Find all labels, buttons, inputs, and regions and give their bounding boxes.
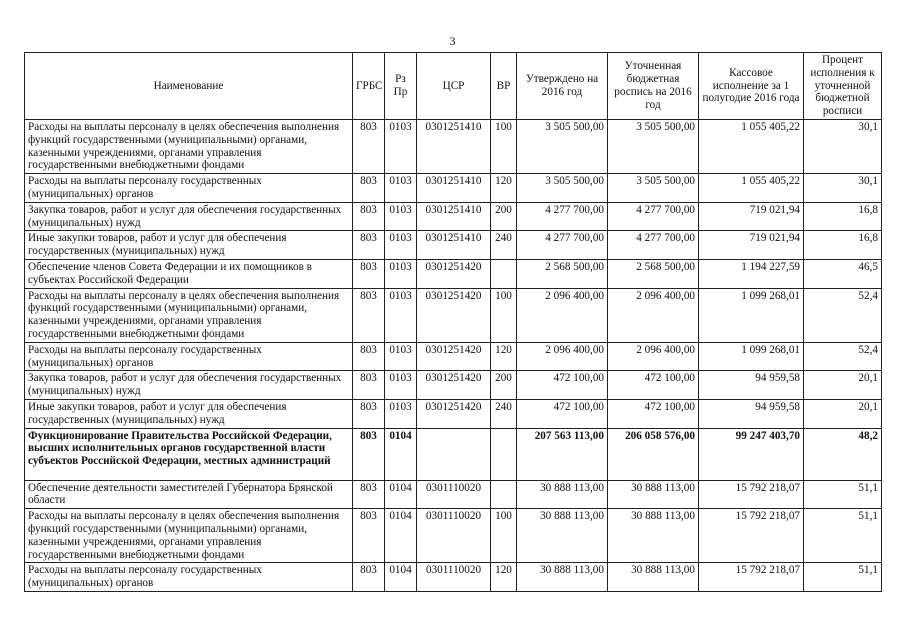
cell-vr — [491, 428, 517, 480]
cell-refined: 30 888 113,00 — [608, 509, 699, 563]
header-vr: ВР — [491, 53, 517, 120]
cell-grbs: 803 — [353, 288, 385, 342]
cell-approved: 3 505 500,00 — [517, 119, 608, 173]
cell-percent: 20,1 — [804, 399, 882, 428]
cell-grbs: 803 — [353, 428, 385, 480]
table-row — [25, 428, 882, 480]
cell-csr: 0301110020 — [417, 509, 491, 563]
table-row — [25, 509, 882, 563]
cell-percent: 16,8 — [804, 231, 882, 260]
cell-cash: 94 959,58 — [699, 371, 804, 400]
table-row — [25, 371, 882, 400]
budget-table — [24, 52, 882, 592]
cell-refined: 30 888 113,00 — [608, 480, 699, 509]
cell-percent: 51,1 — [804, 563, 882, 592]
cell-grbs: 803 — [353, 509, 385, 563]
cell-vr: 100 — [491, 509, 517, 563]
cell-csr: 0301251420 — [417, 288, 491, 342]
table-row — [25, 231, 882, 260]
cell-vr: 120 — [491, 174, 517, 203]
cell-csr: 0301251410 — [417, 119, 491, 173]
cell-cash: 1 055 405,22 — [699, 174, 804, 203]
cell-grbs: 803 — [353, 399, 385, 428]
cell-vr: 100 — [491, 288, 517, 342]
cell-grbs: 803 — [353, 259, 385, 288]
cell-name: Расходы на выплаты персоналу в целях обеспечения выполнения функций государственными (муниципальными) органами, казенными учреждениями, органами управления государственными внебюджетными фондами — [25, 288, 353, 342]
cell-percent: 16,8 — [804, 202, 882, 231]
cell-percent: 51,1 — [804, 509, 882, 563]
header-csr: ЦСР — [417, 53, 491, 120]
cell-cash: 15 792 218,07 — [699, 509, 804, 563]
cell-grbs: 803 — [353, 480, 385, 509]
cell-name: Обеспечение членов Совета Федерации и их помощников в субъектах Российской Федерации — [25, 259, 353, 288]
cell-vr: 100 — [491, 119, 517, 173]
cell-rzpr: 0103 — [385, 119, 417, 173]
cell-cash: 15 792 218,07 — [699, 480, 804, 509]
cell-percent: 46,5 — [804, 259, 882, 288]
cell-name: Расходы на выплаты персоналу в целях обеспечения выполнения функций государственными (муниципальными) органами, казенными учреждениями, органами управления государственными внебюджетными фондами — [25, 509, 353, 563]
cell-vr: 240 — [491, 231, 517, 260]
cell-name: Расходы на выплаты персоналу государственных (муниципальных) органов — [25, 342, 353, 371]
cell-cash: 1 194 227,59 — [699, 259, 804, 288]
cell-csr: 0301251420 — [417, 371, 491, 400]
cell-refined: 472 100,00 — [608, 399, 699, 428]
table-row — [25, 288, 882, 342]
cell-percent: 52,4 — [804, 288, 882, 342]
cell-approved: 3 505 500,00 — [517, 174, 608, 203]
cell-approved: 207 563 113,00 — [517, 428, 608, 480]
cell-approved: 30 888 113,00 — [517, 480, 608, 509]
page-number: 3 — [449, 34, 456, 48]
table-row — [25, 480, 882, 509]
cell-name: Расходы на выплаты персоналу в целях обеспечения выполнения функций государственными (муниципальными) органами, казенными учреждениями, органами управления государственными внебюджетными фондами — [25, 119, 353, 173]
table-row — [25, 259, 882, 288]
cell-csr: 0301251410 — [417, 231, 491, 260]
cell-refined: 2 096 400,00 — [608, 288, 699, 342]
header-rzpr: Рз Пр — [385, 53, 417, 120]
cell-vr — [491, 480, 517, 509]
header-approved: Утверждено на 2016 год — [517, 53, 608, 120]
cell-rzpr: 0103 — [385, 399, 417, 428]
cell-cash: 719 021,94 — [699, 202, 804, 231]
cell-csr: 0301251420 — [417, 342, 491, 371]
cell-rzpr: 0103 — [385, 371, 417, 400]
cell-approved: 472 100,00 — [517, 399, 608, 428]
cell-approved: 2 096 400,00 — [517, 342, 608, 371]
cell-rzpr: 0104 — [385, 480, 417, 509]
cell-grbs: 803 — [353, 563, 385, 592]
cell-grbs: 803 — [353, 342, 385, 371]
cell-name: Закупка товаров, работ и услуг для обеспечения государственных (муниципальных) нужд — [25, 202, 353, 231]
cell-vr: 240 — [491, 399, 517, 428]
cell-percent: 48,2 — [804, 428, 882, 480]
cell-cash: 719 021,94 — [699, 231, 804, 260]
cell-approved: 2 568 500,00 — [517, 259, 608, 288]
cell-approved: 472 100,00 — [517, 371, 608, 400]
cell-approved: 4 277 700,00 — [517, 202, 608, 231]
table-row — [25, 174, 882, 203]
table-row — [25, 202, 882, 231]
header-percent: Процент исполнения к уточненной бюджетной росписи — [804, 53, 882, 120]
cell-rzpr: 0103 — [385, 231, 417, 260]
header-refined: Уточненная бюджетная роспись на 2016 год — [608, 53, 699, 120]
cell-csr: 0301251420 — [417, 399, 491, 428]
cell-rzpr: 0103 — [385, 174, 417, 203]
table-row — [25, 342, 882, 371]
cell-cash: 99 247 403,70 — [699, 428, 804, 480]
cell-csr — [417, 428, 491, 480]
cell-rzpr: 0104 — [385, 428, 417, 480]
cell-grbs: 803 — [353, 231, 385, 260]
cell-vr: 120 — [491, 342, 517, 371]
cell-refined: 2 096 400,00 — [608, 342, 699, 371]
table-row — [25, 119, 882, 173]
cell-name: Функционирование Правительства Российской Федерации, высших исполнительных органов государственной власти субъектов Российской Федерации, местных администраций — [25, 428, 353, 480]
cell-percent: 52,4 — [804, 342, 882, 371]
cell-approved: 30 888 113,00 — [517, 563, 608, 592]
cell-percent: 51,1 — [804, 480, 882, 509]
cell-cash: 15 792 218,07 — [699, 563, 804, 592]
cell-cash: 94 959,58 — [699, 399, 804, 428]
cell-vr: 200 — [491, 202, 517, 231]
cell-percent: 30,1 — [804, 174, 882, 203]
cell-refined: 2 568 500,00 — [608, 259, 699, 288]
cell-rzpr: 0103 — [385, 342, 417, 371]
cell-name: Закупка товаров, работ и услуг для обеспечения государственных (муниципальных) нужд — [25, 371, 353, 400]
cell-cash: 1 099 268,01 — [699, 342, 804, 371]
cell-approved: 4 277 700,00 — [517, 231, 608, 260]
cell-percent: 30,1 — [804, 119, 882, 173]
cell-name: Иные закупки товаров, работ и услуг для обеспечения государственных (муниципальных) нужд — [25, 231, 353, 260]
cell-csr: 0301251410 — [417, 174, 491, 203]
cell-grbs: 803 — [353, 174, 385, 203]
cell-rzpr: 0104 — [385, 563, 417, 592]
cell-vr — [491, 259, 517, 288]
cell-cash: 1 055 405,22 — [699, 119, 804, 173]
cell-refined: 3 505 500,00 — [608, 174, 699, 203]
cell-rzpr: 0103 — [385, 288, 417, 342]
cell-refined: 3 505 500,00 — [608, 119, 699, 173]
cell-grbs: 803 — [353, 371, 385, 400]
cell-approved: 2 096 400,00 — [517, 288, 608, 342]
header-cash: Кассовое исполнение за 1 полугодие 2016 года — [699, 53, 804, 120]
cell-name: Обеспечение деятельности заместителей Губернатора Брянской области — [25, 480, 353, 509]
cell-csr: 0301110020 — [417, 480, 491, 509]
cell-csr: 0301251420 — [417, 259, 491, 288]
cell-approved: 30 888 113,00 — [517, 509, 608, 563]
cell-csr: 0301110020 — [417, 563, 491, 592]
cell-grbs: 803 — [353, 119, 385, 173]
cell-cash: 1 099 268,01 — [699, 288, 804, 342]
cell-percent: 20,1 — [804, 371, 882, 400]
header-row — [25, 53, 882, 120]
cell-grbs: 803 — [353, 202, 385, 231]
cell-rzpr: 0103 — [385, 259, 417, 288]
cell-rzpr: 0104 — [385, 509, 417, 563]
table-row — [25, 563, 882, 592]
cell-name: Расходы на выплаты персоналу государственных (муниципальных) органов — [25, 174, 353, 203]
table-row — [25, 399, 882, 428]
cell-refined: 30 888 113,00 — [608, 563, 699, 592]
header-grbs: ГРБС — [353, 53, 385, 120]
cell-refined: 472 100,00 — [608, 371, 699, 400]
cell-refined: 206 058 576,00 — [608, 428, 699, 480]
cell-csr: 0301251410 — [417, 202, 491, 231]
cell-name: Иные закупки товаров, работ и услуг для обеспечения государственных (муниципальных) нужд — [25, 399, 353, 428]
cell-refined: 4 277 700,00 — [608, 231, 699, 260]
cell-rzpr: 0103 — [385, 202, 417, 231]
cell-refined: 4 277 700,00 — [608, 202, 699, 231]
cell-name: Расходы на выплаты персоналу государственных (муниципальных) органов — [25, 563, 353, 592]
cell-vr: 120 — [491, 563, 517, 592]
header-name: Наименование — [25, 53, 353, 120]
cell-vr: 200 — [491, 371, 517, 400]
